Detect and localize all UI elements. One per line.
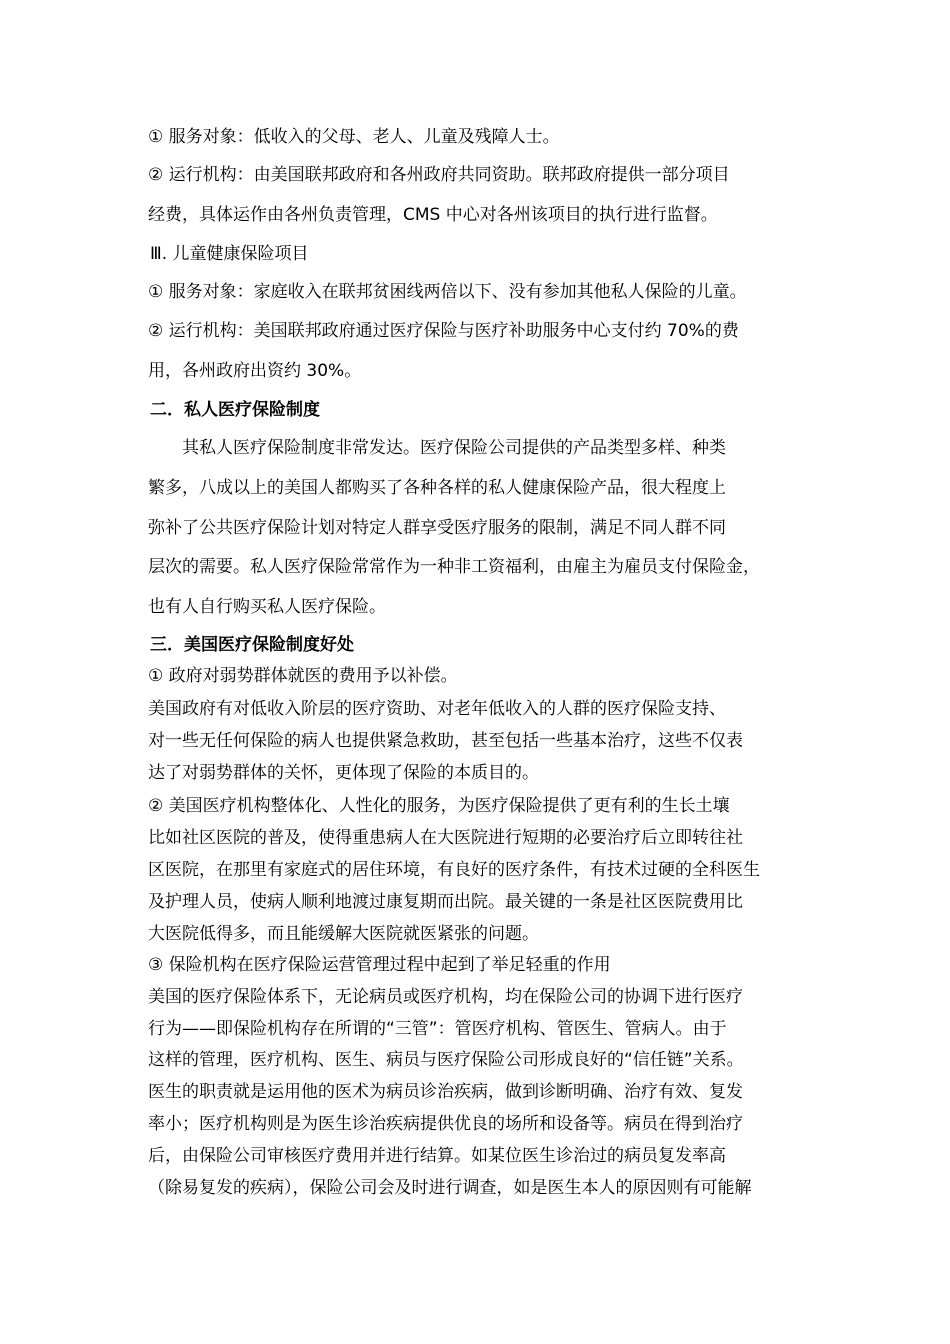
text-line: 达了对弱势群体的关怀，更体现了保险的本质目的。 <box>148 763 539 783</box>
text-line: 大医院低得多，而且能缓解大医院就医紧张的问题。 <box>148 924 539 944</box>
section-heading: Ⅲ. 儿童健康保险项目 <box>150 244 309 264</box>
text-line: 繁多，八成以上的美国人都购买了各种各样的私人健康保险产品，很大程度上 <box>148 478 726 498</box>
text-line: 弥补了公共医疗保险计划对特定人群享受医疗服务的限制，满足不同人群不同 <box>148 518 726 538</box>
section-heading: 三．美国医疗保险制度好处 <box>150 635 354 655</box>
section-heading: 二．私人医疗保险制度 <box>150 400 320 420</box>
text-line: ② 美国医疗机构整体化、人性化的服务，为医疗保险提供了更有利的生长土壤 <box>148 796 730 816</box>
text-line: 其私人医疗保险制度非常发达。医疗保险公司提供的产品类型多样、种类 <box>182 438 726 458</box>
text-line: 这样的管理，医疗机构、医生、病员与医疗保险公司形成良好的“信任链”关系。 <box>148 1050 744 1070</box>
text-line: 也有人自行购买私人医疗保险。 <box>148 597 386 617</box>
text-line: 及护理人员，使病人顺利地渡过康复期而出院。最关键的一条是社区医院费用比 <box>148 892 743 912</box>
text-line: 美国的医疗保险体系下，无论病员或医疗机构，均在保险公司的协调下进行医疗 <box>148 987 743 1007</box>
text-line: ① 服务对象：低收入的父母、老人、儿童及残障人士。 <box>148 127 560 147</box>
text-line: 后，由保险公司审核医疗费用并进行结算。如某位医生诊治过的病员复发率高 <box>148 1146 726 1166</box>
text-line: 美国政府有对低收入阶层的医疗资助、对老年低收入的人群的医疗保险支持、 <box>148 699 726 719</box>
text-line: （除易复发的疾病），保险公司会及时进行调查，如是医生本人的原因则有可能解 <box>148 1178 752 1198</box>
text-line: 行为——即保险机构存在所谓的“三管”：管医疗机构、管医生、管病人。由于 <box>148 1019 727 1039</box>
text-line: ① 服务对象：家庭收入在联邦贫困线两倍以下、没有参加其他私人保险的儿童。 <box>148 282 747 302</box>
text-line: 经费，具体运作由各州负责管理，CMS 中心对各州该项目的执行进行监督。 <box>148 205 718 225</box>
text-line: 比如社区医院的普及，使得重患病人在大医院进行短期的必要治疗后立即转往社 <box>148 828 743 848</box>
text-line: ① 政府对弱势群体就医的费用予以补偿。 <box>148 666 458 686</box>
text-line: 率小；医疗机构则是为医生诊治疾病提供优良的场所和设备等。病员在得到治疗 <box>148 1114 743 1134</box>
text-line: ③ 保险机构在医疗保险运营管理过程中起到了举足轻重的作用 <box>148 955 611 975</box>
text-line: 用，各州政府出资约 30%。 <box>148 361 362 381</box>
text-line: ② 运行机构：由美国联邦政府和各州政府共同资助。联邦政府提供一部分项目 <box>148 165 730 185</box>
text-line: 医生的职责就是运用他的医术为病员诊治疾病，做到诊断明确、治疗有效、复发 <box>148 1082 743 1102</box>
text-line: ② 运行机构：美国联邦政府通过医疗保险与医疗补助服务中心支付约 70%的费 <box>148 321 739 341</box>
text-line: 区医院，在那里有家庭式的居住环境，有良好的医疗条件，有技术过硬的全科医生 <box>148 860 760 880</box>
text-line: 对一些无任何保险的病人也提供紧急救助，甚至包括一些基本治疗，这些不仅表 <box>148 731 743 751</box>
text-line: 层次的需要。私人医疗保险常常作为一种非工资福利，由雇主为雇员支付保险金， <box>148 557 760 577</box>
